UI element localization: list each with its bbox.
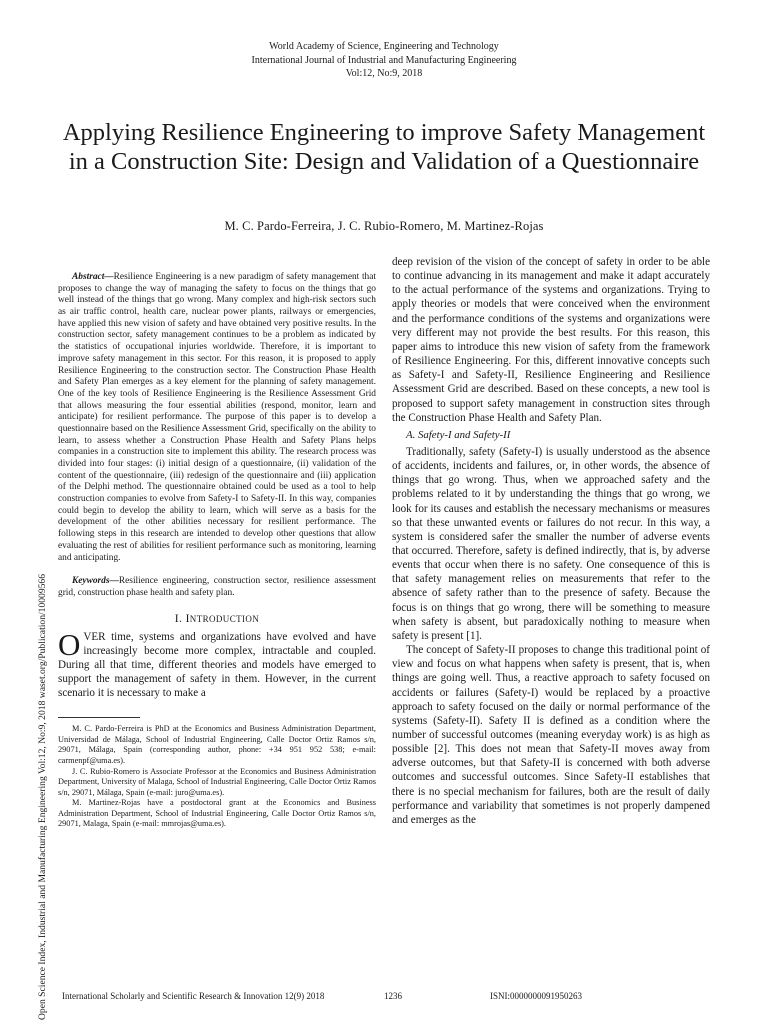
safety-ii-paragraph: The concept of Safety-II proposes to change this traditional point of view and focus on what happens when safety is present, that is, when things are going well. Thus, a reactive approach to safety focused on accidents or failures (Safety-I) would be replaced by a proactive approach to safety focused on the daily or normal performance of the systems (Safety-II). Safety II is defined as a condition where the number of successful outcomes (meaning everyday work) is as high as possible [2]. This does not mean that Safety-II moves away from adverse outcomes, but that Safety-II is concerned with both adverse outcomes and successful outcomes. Since Safety-II establishes that there is no special mechanism for failures, both are the result of daily performance and variability that sometimes is not properly dampened and emerges as the [392,644,710,826]
publisher-line: World Academy of Science, Engineering and Technology [269,41,499,52]
keywords [58,576,376,599]
footer-isni: ISNI:0000000091950263 [490,991,582,1001]
left-column [58,272,376,830]
journal-name-line: International Journal of Industrial and Manufacturing Engineering [251,54,517,66]
keywords-text: Resilience engineering, construction sector, resilience assessment grid, construction phase health and safety plan. [58,576,376,598]
abstract-text: Resilience Engineering is a new paradigm of safety management that proposes to change the way of managing the safety to focus on the things that go well instead of the things that go wrong. Many complex and high-risk sectors such as air traffic control, health care, nuclear power plants, railways or emergencies, have applied this new vision of safety and have obtained very positive results. In the construction sector, safety management continues to be a problem as indicated by the statistics of occupational injuries worldwide. Therefore, it is important to improve safety management in this sector. For this reason, it is proposed to apply Resilience Engineering to the construction sector. The Construction Phase Health and Safety Plan emerges as a key element for the planning of safety management. One of the key tools of Resilience Engineering is the Resilience Assessment Grid that allows measuring the four essential abilities (respond, monitor, learn and anticipate) for resilient performance. The purpose of this paper is to develop a questionnaire based on the Resilience Assessment Grid, specifically on the ability to learn, to assess whether a Construction Phase Health and Safety Plans helps companies in a construction site to implement this ability. The research process was divided into four stages: (i) initial design of a questionnaire, (ii) validation of the content of the questionnaire, (iii) redesign of the questionnaire and (iii) application of the Delphi method. The questionnaire obtained could be used as a tool to help construction companies to evolve from Safety-I to Safety-II. In this way, companies could begin to develop the ability to learn, which will serve as a basis for the development of the other abilities necessary for resilient performance. The following steps in this research are intended to develop other questions that allow evaluating the rest of abilities for resilient performance such as monitoring, learning and anticipating. [58,272,376,563]
footnote-author-2: J. C. Rubio-Romero is Associate Professor at the Economics and Business Administration Department, University of Malaga, School of Industrial Engineering, Calle Doctor Ortiz Ramos s/n, 29071, Málaga, Spain (e-mail: juro@uma.es). [58,766,376,797]
subsection-heading-safety: A. Safety-I and Safety-II [406,428,511,441]
journal-header [0,40,768,81]
footer-page-number: 1236 [384,991,402,1001]
abstract-label: Abstract— [72,272,114,282]
footnote-divider [58,717,140,718]
vertical-index-sidebar: Open Science Index, Industrial and Manufacturing Engineering Vol:12, No:9, 2018 waset.org/Publication/10009566 [37,573,48,1020]
right-column [392,255,710,827]
abstract [58,272,376,564]
safety-i-paragraph: Traditionally, safety (Safety-I) is usually understood as the absence of accidents, incidents and failures, or, in other words, the absence of things that go wrong. Thus, when we approached safety and the problems related to it by understanding the things that go wrong, we look for its causes and establish the necessary mechanisms or measures so that these unwanted events or failures do not recur. In this way, a system is considered safer the smaller the number of adverse events that occurred. Therefore, safety is defined indirectly, that is, by adverse events that occur when there is no safety. One consequence of this is that safety management relies on measurements that refer to the absence of safety rather than to the presence of safety. Because the focus is on things that go wrong, there will be something to measure when safety is absent, but paradoxically nothing to measure when safety is present [1]. [392,445,710,642]
footnote-author-1: M. C. Pardo-Ferreira is PhD at the Economics and Business Administration Department, Universidad de Málaga, School of Industrial Engineering, Calle Doctor Ortiz Ramos s/n, 29071, Málaga, Spain (corresponding author, phone: +34 951 952 538; e-mail: carmenpf@uma.es). [58,724,376,765]
intro-continuation-paragraph: deep revision of the vision of the concept of safety in order to be able to continue advancing in its management and make it adapt accurately to the actual performance of the systems and organizations. Trying to apply theories or models that were conceived when the environment and the performance conditions of the systems and organizations were very different may not provide the best results. For this reason, this paper aims to introduce this new vision of safety from the framework of Resilience Engineering. For this, different innovative concepts such as Safety-I and Safety-II, Resilience Engineering and Resilience Assessment Grid are described. Based on these concepts, a new tool is proposed to support safety management in construction sites through the Construction Phase Health and Safety Plan. [392,256,710,424]
keywords-label: Keywords— [72,576,119,587]
volume-line: Vol:12, No:9, 2018 [345,68,423,79]
section-heading-introduction: I. INTRODUCTION [174,612,260,625]
intro-text: time, systems and organizations have evolved and have increasingly become more complex, intractable and coupled. During all that time, different theories and models have emerged to support the management of safety in them. However, in the current scenario it is necessary to make a [58,630,376,700]
intro-paragraph [58,626,376,701]
footer-publisher: International Scholarly and Scientific Research & Innovation 12(9) 2018 [62,991,325,1001]
footnote-author-3: M. Martinez-Rojas have a postdoctoral grant at the Economics and Business Administration Department, School of Industrial Engineering, Calle Doctor Ortiz Ramos s/n, 29071, Malaga, Spain (e-mail: mmrojas@uma.es). [58,798,376,829]
author-list: M. C. Pardo-Ferreira, J. C. Rubio-Romero, M. Martinez-Rojas [224,219,544,233]
intro-first-word: VER [83,630,106,643]
paper-title: Applying Resilience Engineering to improve Safety Management in a Construction Site: Design and Validation of a Questionnaire [62,119,706,175]
drop-cap: O [58,626,81,662]
